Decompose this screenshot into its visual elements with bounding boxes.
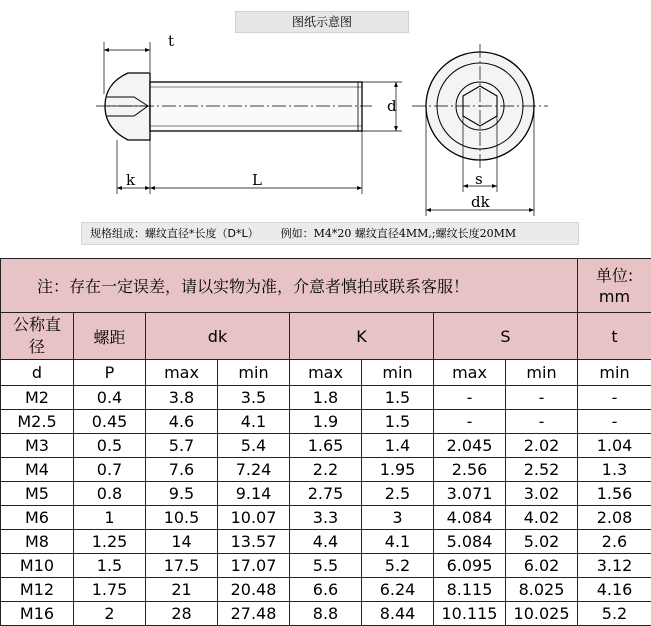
table-cell: -	[506, 386, 578, 410]
table-cell: 6.6	[290, 578, 362, 602]
table-cell: M4	[1, 458, 74, 482]
table-cell: 7.24	[218, 458, 290, 482]
subheader-cell: max	[434, 360, 506, 386]
note-row	[1, 259, 651, 313]
table-cell: 28	[146, 602, 218, 626]
table-cell: 10.025	[506, 602, 578, 626]
table-row	[1, 578, 651, 602]
table-cell: -	[578, 386, 651, 410]
table-cell: 3.02	[506, 482, 578, 506]
table-cell: 2.52	[506, 458, 578, 482]
table-cell: 1.95	[362, 458, 434, 482]
table-cell: 3.8	[146, 386, 218, 410]
table-cell: 6.24	[362, 578, 434, 602]
table-cell: 5.02	[506, 530, 578, 554]
drawing-title: 图纸示意图	[235, 11, 409, 33]
dim-s-label: s	[475, 170, 483, 188]
table-cell: 3.3	[290, 506, 362, 530]
table-cell: -	[434, 386, 506, 410]
table-cell: M3	[1, 434, 74, 458]
table-cell: 2.56	[434, 458, 506, 482]
table-cell: 4.02	[506, 506, 578, 530]
table-row	[1, 482, 651, 506]
subheader-cell: max	[146, 360, 218, 386]
subheader-cell: min	[578, 360, 651, 386]
dim-t-label: t	[168, 32, 175, 50]
table-cell: 5.5	[290, 554, 362, 578]
table-cell: 0.7	[74, 458, 146, 482]
subheader-row	[1, 360, 651, 386]
table-cell: 1.3	[578, 458, 651, 482]
table-cell: 5.2	[578, 602, 651, 626]
note-text: 注：存在一定误差，请以实物为准，介意者慎拍或联系客服！	[1, 259, 578, 313]
table-cell: 4.16	[578, 578, 651, 602]
header-nominal-line-1: 公称直	[12, 315, 61, 334]
table-cell: 0.45	[74, 410, 146, 434]
header-k: K	[290, 313, 434, 360]
table-cell: 21	[146, 578, 218, 602]
table-cell: M6	[1, 506, 74, 530]
table-cell: 6.02	[506, 554, 578, 578]
table-cell: 1.04	[578, 434, 651, 458]
table-cell: 13.57	[218, 530, 290, 554]
header-t: t	[578, 313, 651, 360]
table-cell: 2.02	[506, 434, 578, 458]
table-cell: 1.56	[578, 482, 651, 506]
table-cell: 6.095	[434, 554, 506, 578]
table-cell: 5.7	[146, 434, 218, 458]
table-cell: -	[578, 410, 651, 434]
table-cell: 4.6	[146, 410, 218, 434]
table-cell: 4.1	[218, 410, 290, 434]
table-cell: 2.75	[290, 482, 362, 506]
table-cell: 14	[146, 530, 218, 554]
table-cell: 3.12	[578, 554, 651, 578]
table-cell: 1.8	[290, 386, 362, 410]
subheader-cell: min	[218, 360, 290, 386]
table-cell: 17.5	[146, 554, 218, 578]
header-nominal-line-2: 径	[28, 337, 45, 356]
table-cell: 4.4	[290, 530, 362, 554]
table-cell: M2	[1, 386, 74, 410]
table-cell: 10.115	[434, 602, 506, 626]
subheader-cell: min	[506, 360, 578, 386]
table-cell: 27.48	[218, 602, 290, 626]
header-nominal-diameter	[1, 313, 74, 360]
table-cell: 8.115	[434, 578, 506, 602]
technical-drawing	[0, 0, 651, 258]
table-row	[1, 410, 651, 434]
header-dk: dk	[146, 313, 290, 360]
unit-cell	[578, 259, 651, 313]
table-cell: 1.9	[290, 410, 362, 434]
table-cell: 1.25	[74, 530, 146, 554]
dimension-table	[0, 258, 651, 626]
subheader-cell: d	[1, 360, 74, 386]
table-cell: 1.4	[362, 434, 434, 458]
table-cell: 2.5	[362, 482, 434, 506]
screw-front-view	[412, 44, 548, 216]
dim-dk-label: dk	[471, 193, 490, 211]
table-row	[1, 530, 651, 554]
subheader-cell: P	[74, 360, 146, 386]
table-row	[1, 386, 651, 410]
dim-d-label: d	[387, 97, 397, 115]
subheader-cell: max	[290, 360, 362, 386]
table-cell: M16	[1, 602, 74, 626]
screw-diagram	[0, 0, 651, 222]
table-cell: M12	[1, 578, 74, 602]
spec-format: 规格组成：螺纹直径*长度（D*L）	[90, 227, 259, 240]
table-cell: 9.14	[218, 482, 290, 506]
table-cell: 8.8	[290, 602, 362, 626]
table-cell: M8	[1, 530, 74, 554]
table-row	[1, 602, 651, 626]
unit-line-1: 单位:	[595, 265, 634, 285]
table-cell: 5.4	[218, 434, 290, 458]
table-cell: 1.5	[74, 554, 146, 578]
table-cell: M5	[1, 482, 74, 506]
table-cell: 4.084	[434, 506, 506, 530]
table-cell: 1.75	[74, 578, 146, 602]
table-cell: 2	[74, 602, 146, 626]
spec-description	[81, 222, 579, 245]
subheader-cell: min	[362, 360, 434, 386]
table-cell: 2.2	[290, 458, 362, 482]
table-cell: 8.025	[506, 578, 578, 602]
table-cell: 2.6	[578, 530, 651, 554]
table-cell: 0.4	[74, 386, 146, 410]
table-cell: -	[506, 410, 578, 434]
table-cell: 1.5	[362, 386, 434, 410]
dim-l-label: L	[252, 171, 262, 189]
table-cell: 20.48	[218, 578, 290, 602]
table-cell: 2.045	[434, 434, 506, 458]
table-cell: 2.08	[578, 506, 651, 530]
table-cell: 1	[74, 506, 146, 530]
table-row	[1, 458, 651, 482]
table-row	[1, 554, 651, 578]
screw-side-view	[96, 42, 402, 194]
table-cell: 17.07	[218, 554, 290, 578]
header-s: S	[434, 313, 578, 360]
spec-example: 例如：M4*20 螺纹直径4MM,;螺纹长度20MM	[280, 227, 517, 240]
table-cell: 0.8	[74, 482, 146, 506]
table-row	[1, 506, 651, 530]
table-cell: 3	[362, 506, 434, 530]
table-cell: M10	[1, 554, 74, 578]
table-cell: 3.071	[434, 482, 506, 506]
table-cell: 1.5	[362, 410, 434, 434]
table-cell: 7.6	[146, 458, 218, 482]
table-cell: 5.2	[362, 554, 434, 578]
table-cell: 9.5	[146, 482, 218, 506]
table-cell: 10.07	[218, 506, 290, 530]
table-cell: 5.084	[434, 530, 506, 554]
table-cell: M2.5	[1, 410, 74, 434]
dim-k-label: k	[126, 171, 136, 189]
table-cell: 4.1	[362, 530, 434, 554]
table-cell: 8.44	[362, 602, 434, 626]
table-cell: 3.5	[218, 386, 290, 410]
table-cell: 0.5	[74, 434, 146, 458]
table-row	[1, 434, 651, 458]
table-cell: 1.65	[290, 434, 362, 458]
unit-line-2: mm	[598, 286, 631, 306]
header-pitch: 螺距	[74, 313, 146, 360]
table-cell: -	[434, 410, 506, 434]
table-cell: 10.5	[146, 506, 218, 530]
header-row	[1, 313, 651, 360]
